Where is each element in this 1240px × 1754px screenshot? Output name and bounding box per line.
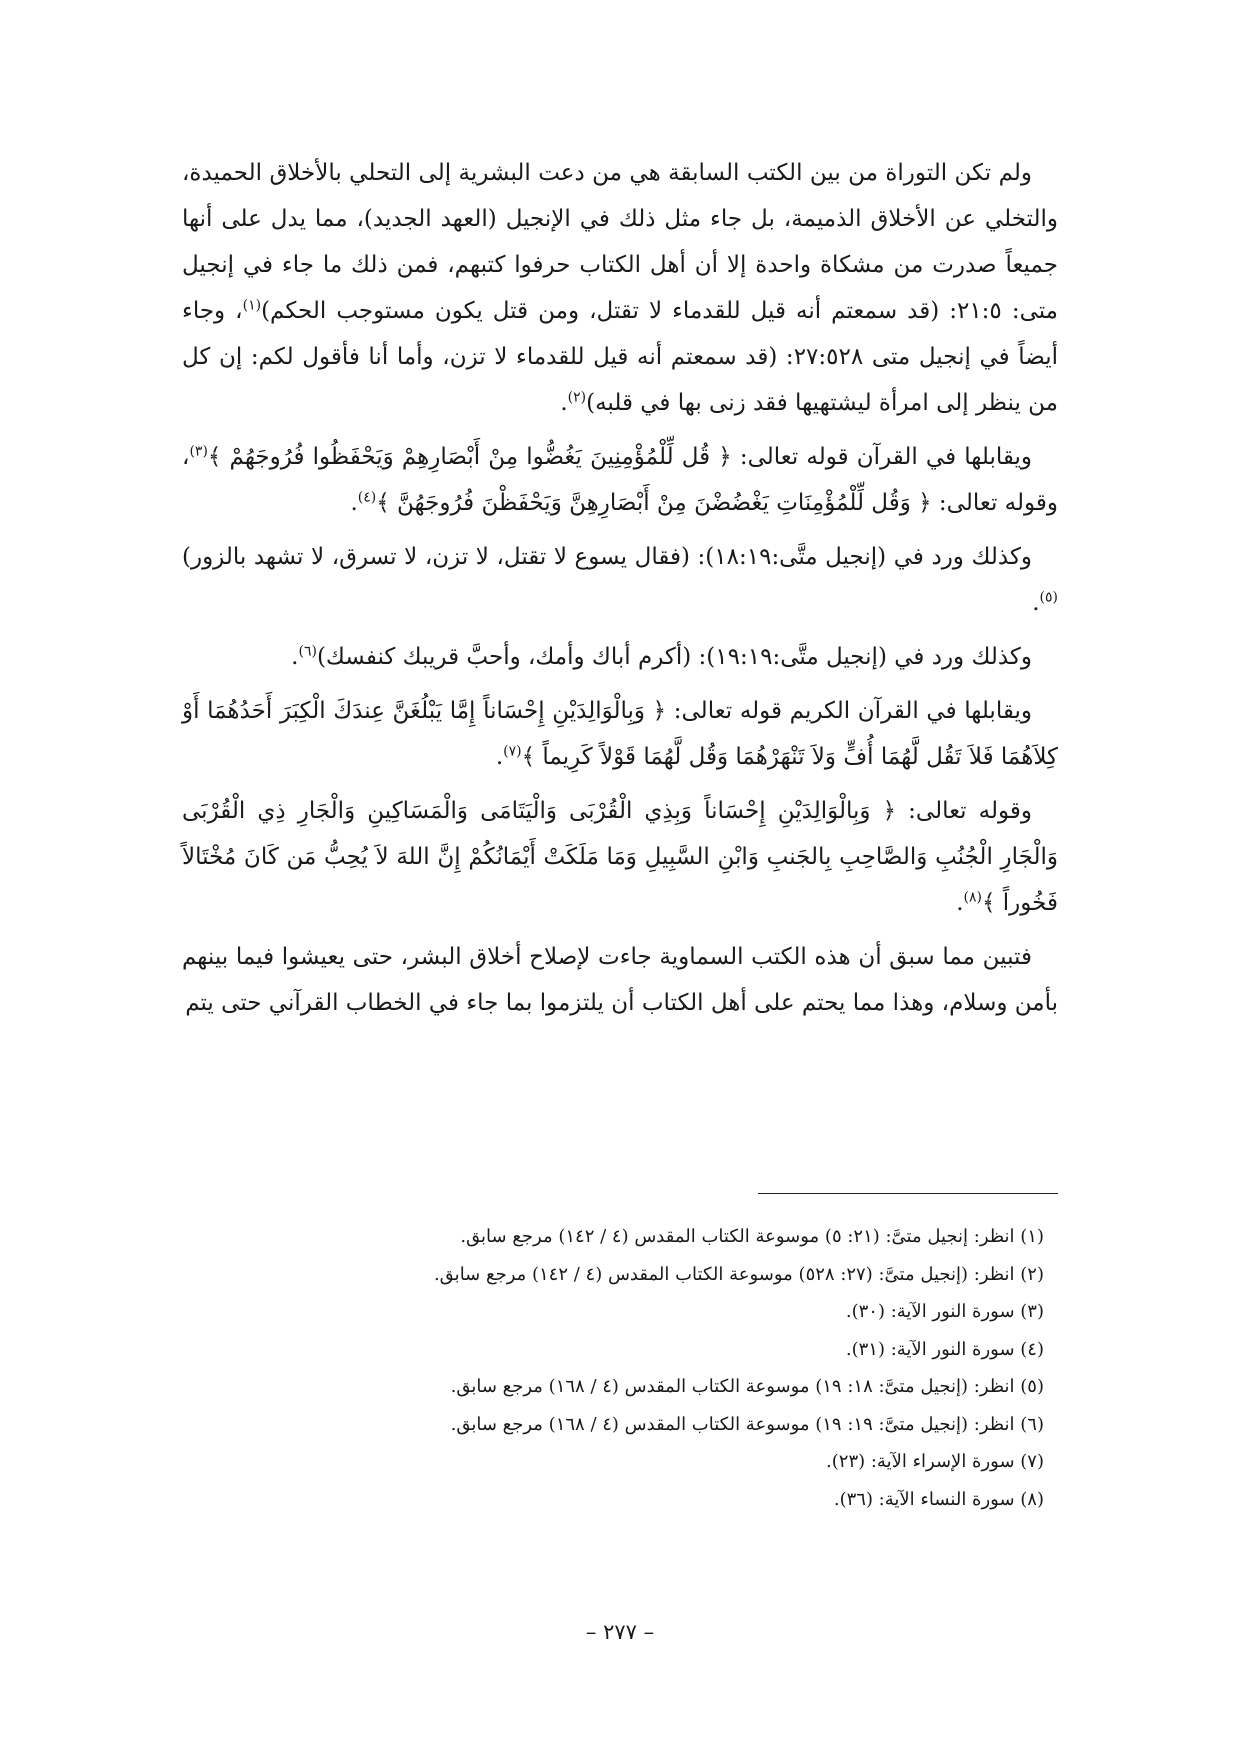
paragraph-p4 (182, 634, 1058, 680)
footnote-marker: (٦) (298, 643, 317, 660)
footnote-item: (٨) سورة النساء الآية: (٣٦). (833, 1488, 1044, 1510)
footnote-item: (٣) سورة النور الآية: (٣٠). (845, 1301, 1044, 1322)
body-text (182, 150, 1058, 1034)
paragraph-text: . (560, 390, 568, 416)
paragraph-p6 (182, 788, 1058, 926)
paragraph-p1 (182, 150, 1058, 426)
footnote-item: (٥) انظر: (إنجيل متىَّ: ١٨: ١٩) موسوعة الكتاب المقدس (٤ / ١٦٨) مرجع سابق. (450, 1376, 1044, 1397)
footnote-marker: (٨) (963, 889, 982, 906)
paragraph-text: وكذلك ورد في (إنجيل متَّى:١٩:١٩): (أكرم أباك وأمك، وأحبَّ قريبك كنفسك) (316, 644, 1032, 670)
paragraph-p3 (182, 534, 1058, 626)
paragraph-text: . (956, 890, 964, 916)
footnote-marker: (٣) (189, 443, 208, 460)
footnote-marker: (٥) (1039, 589, 1058, 606)
paragraph-p2 (182, 434, 1058, 526)
footnote-item: (٦) انظر: (إنجيل متىَّ: ١٩: ١٩) موسوعة الكتاب المقدس (٤ / ١٦٨) مرجع سابق. (450, 1413, 1044, 1435)
footnote-item: (٢) انظر: (إنجيل متىَّ: (٢٧: ٥٢٨) موسوعة الكتاب المقدس (٤ / ١٤٢) مرجع سابق. (433, 1263, 1044, 1285)
paragraph-text: ويقابلها في القرآن الكريم قوله تعالى: ﴿ وَبِالْوَالِدَيْنِ إِحْسَاناً إِمَّا يَبْلُغَنَّ عِندَكَ الْكِبَرَ أَحَدُهُمَا أَوْ كِلاَهُمَا فَلاَ تَقُل لَّهُمَا أُفٍّ وَلاَ تَنْهَرْهُمَا وَقُل لَّهُمَا قَوْلاً كَرِيماً ﴾ (182, 698, 1058, 770)
footnote-item: (١) انظر: إنجيل متىَّ: (٢١: ٥) موسوعة الكتاب المقدس (٤ / ١٤٢) مرجع سابق. (460, 1226, 1044, 1247)
paragraph-text: وكذلك ورد في (إنجيل متَّى:١٨:١٩): (فقال يسوع لا تقتل، لا تزن، لا تسرق، لا تشهد بالزور) (182, 544, 1032, 570)
footnote-separator (758, 1193, 1058, 1194)
footnotes-list (184, 1218, 1044, 1518)
paragraph-text: . (350, 490, 358, 516)
footnote-marker: (٢) (567, 389, 587, 406)
paragraph-text: . (1032, 590, 1040, 616)
footnote-marker: (٧) (503, 743, 522, 760)
paragraph-text: ويقابلها في القرآن قوله تعالى: ﴿ قُل لِّلْمُؤْمِنِينَ يَغُضُّوا مِنْ أَبْصَارِهِمْ وَيَحْفَظُوا فُرُوجَهُمْ ﴾ (207, 444, 1032, 470)
paragraph-text: فتبين مما سبق أن هذه الكتب السماوية جاءت لإصلاح أخلاق البشر، حتى يعيشوا فيما بينهم بأمن وسلام، وهذا مما يحتم على أهل الكتاب أن يلتزموا بما جاء في الخطاب القرآني حتى يتم (182, 944, 1058, 1016)
paragraph-text: ولم تكن التوراة من بين الكتب السابقة هي من دعت البشرية إلى التحلي بالأخلاق الحميدة، والتخلي عن الأخلاق الذميمة، بل جاء مثل ذلك في الإنجيل (العهد الجديد)، مما يدل على أنها جميعاً صدرت من مشكاة واحدة إلا أن أهل الكتاب حرفوا كتبهم، فمن ذلك ما جاء في إنجيل متى: ٢١:٥: (قد سمعتم أنه قيل للقدماء لا تقتل، ومن قتل يكون مستوجب الحكم) (182, 160, 1058, 324)
paragraph-text: وقوله تعالى: ﴿ وَبِالْوَالِدَيْنِ إِحْسَاناً وَبِذِي الْقُرْبَى وَالْيَتَامَى وَالْمَسَاكِينِ وَالْجَارِ ذِي الْقُرْبَى وَالْجَارِ الْجُنُبِ وَالصَّاحِبِ بِالجَنبِ وَابْنِ السَّبِيلِ وَمَا مَلَكَتْ أَيْمَانُكُمْ إِنَّ اللهَ لاَ يُحِبُّ مَن كَانَ مُخْتَالاً فَخُوراً ﴾ (182, 798, 1058, 916)
footnote-item: (٧) سورة الإسراء الآية: (٢٣). (826, 1451, 1044, 1472)
page-number: – ٢٧٧ – (585, 1620, 655, 1644)
paragraph-p7 (182, 934, 1058, 1026)
paragraph-text: . (291, 644, 299, 670)
footnote-item: (٤) سورة النور الآية: (٣١). (845, 1338, 1044, 1360)
paragraph-text: ، وجاء أيضاً في إنجيل متى ٢٧:٥٢٨: (قد سمعتم أنه قيل للقدماء لا تزن، وأما أنا فأقول لكم: إن كل من ينظر إلى امرأة ليشتهيها فقد زنى بها في قلبه) (182, 298, 1058, 416)
paragraph-p5 (182, 688, 1058, 780)
footnote-marker: (١) (242, 297, 262, 314)
paragraph-text: . (495, 744, 504, 770)
paragraph-text: ، وقوله تعالى: ﴿ وَقُل لِّلْمُؤْمِنَاتِ يَغْضُضْنَ مِنْ أَبْصَارِهِنَّ وَيَحْفَظْنَ فُرُوجَهُنَّ ﴾ (182, 444, 1058, 516)
footnote-marker: (٤) (357, 489, 377, 506)
